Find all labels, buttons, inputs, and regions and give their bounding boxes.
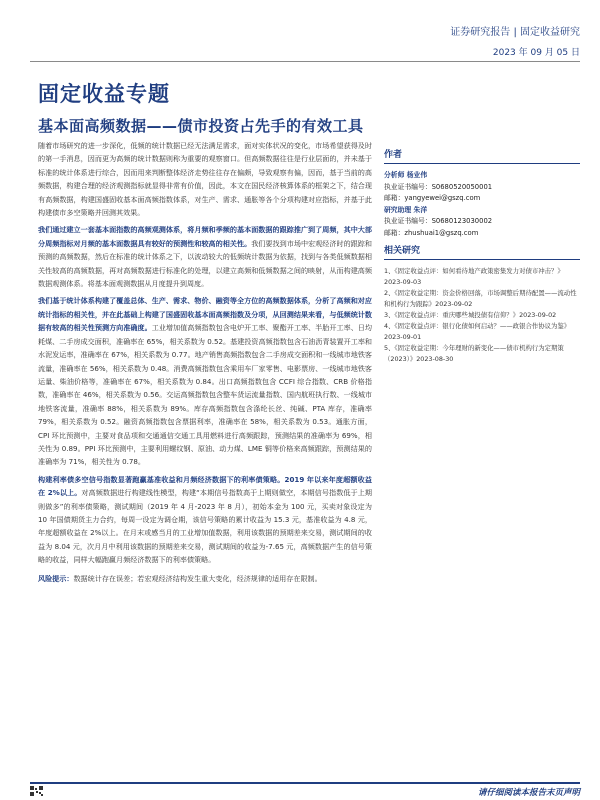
paragraph-method-text: 我们要找到市场中宏观经济时的跟踪和预测的高频数据，然后在标准的统计体系之下，以波动较大的低频统计数据为依据，找到与各类低频数据相关性较高的高频数据，再对高频数据进行标准化的处理，以建立高频和低频数据之间的映射，从而构建高频数据观测体系。将基本面观测数据从月度提升到周度。 [38,238,373,289]
main-body [38,139,372,589]
report-title: 基本面高频数据——债市投资占先手的有效工具 [38,117,364,135]
paragraph-method-highlight: 我们通过建立一套基本面指数的高频观测体系，将月频和季频的基本面数据的跟踪推广到了周频，其中大部分周频指标对月频的基本面数据具有较好的预测性和较高的相关性。 [38,225,372,248]
report-date: 2023 年 09 月 05 日 [492,48,580,58]
paragraph-strategy [38,473,372,567]
paragraph-index [38,294,372,468]
paragraph-strategy-highlight: 构建利率债多空信号指数显著跑赢基准收益和月频经济数据下的利率债策略。2019 年以来年度超额收益在 2%以上。 [38,474,372,498]
paragraph-strategy-text: 对高频数据进行构建线性模型，构建“本期信号指数高于上期则做空，本期信号指数低于上期则做多”的利率债策略，测试期间（2019 年 4 月-2023 年 8 月），初始本金为 100 元，买卖对象设定为 10 年国债期货主力合约，每周一设定为调仓期，该信号策略的累计收益为 15.3 元，基准收益为 4.8 元，年度超额收益在 2%以上。在月末或感当月的工业增加值数据，利用该数据的预期差来交易，测试期间的收益为 8.04 元，次月月中利用该数据的预期差来交易，测试期间的收益为-7.65 元，高频数据产生的信号策略的收益，同样大幅跑赢月频经济数据下的利率债策略。 [38,488,372,565]
related-item[interactable]: 1、《固定收益点评：如何看待地产政策密集发力对债市冲击？》2023-09-03 [384,267,564,286]
related-item[interactable]: 3、《固定收益点评：重庆哪些城投债有信仰？》2023-09-02 [384,311,557,319]
paragraph-method [38,223,372,290]
related-item[interactable]: 4、《固定收益点评：银行化债如何启动？——政银合作协议为鉴》2023-09-01 [384,322,571,341]
paragraph-index-text: 工业增加值高频指数包含电炉开工率、聚酯开工率、半胎开工率、日均耗煤、二手房成交面积，准确率在 65%，相关系数为 0.52。基建投资高频指数包含石油沥青装置开工率和水泥发运率，准确率在 67%，相关系数为 0.77。地产销售高频指数包含二手房成交面积和一线城市地铁客流量，准确率在 56%，相关系数为 0.48。消费高频指数包含乘用车厂家零售、电影票房、一线城市地铁客运量、柴油价格等，准确率在 67%，相关系数为 0.84。出口高频指数包含 CCFI 综合指数、CRB 价格指数，准确率在 46%，相关系数为 0.56。交运高频指数包含整车货运流量指数、国内航班执行数、一线城市地铁客流量，准确率 88%，相关系数为 89%。库存高频指数包含涤纶长丝、纯碱、PTA 库存，准确率 79%，相关系数为 0.52。融资高频指数包含票据利率，准确率在 58%，相关系数为 0.53。通胀方面，CPI 环比预测中，主要对食品项和交通通信交通工具用燃料进行高频跟踪，预测结果的准确率为 69%，相关性为 0.89。PPI 环比预测中，主要利用螺纹钢、原油、动力煤、LME 铜等价格来高频跟踪，预测结果的准确率为 71%，相关性为 0.78。 [38,323,373,467]
risk-label: 风险提示： [38,573,74,583]
related-item[interactable]: 2、《固定收益定期：资金价格回落，市场调整后期待配置——流动性和机构行为跟踪》2023-09-02 [384,289,577,308]
analyst-label: 分析师 杨业伟 [384,171,428,179]
assistant-email[interactable]: 邮箱：zhushuai1@gszq.com [384,228,479,237]
author-heading: 作者 [384,147,580,164]
related-heading: 相关研究 [384,243,580,260]
header-divider [30,61,580,62]
footer-disclaimer: 请仔细阅读本报告末页声明 [477,788,580,798]
paragraph-index-highlight: 我们基于统计体系构建了覆盖总体、生产、需求、物价、融资等全方位的高频数据体系，分析了高频和对应统计指标的相关性，并在此基础上构建了国盛固收基本面高频指数及分项，从回测结果来看，与低频统计数据有较高的相关性预测方向准确度。 [38,296,372,333]
report-series: 固定收益专题 [38,82,170,106]
risk-warning [38,572,372,585]
related-item[interactable]: 5、《固定收益定期：今年理财的新变化——债市机构行为定期策（2023）》2023-08-30 [384,344,564,363]
sidebar [384,147,580,365]
analyst-cert: 执业证书编号：S0680520050001 [384,182,493,191]
analyst-name [384,170,580,182]
qr-code-icon [30,786,43,796]
risk-text: 数据统计存在误差；若宏观经济结构发生重大变化，经济规律的适用存在限制。 [73,573,322,583]
assistant-cert: 执业证书编号：S0680123030002 [384,217,493,225]
analyst-email[interactable]: 邮箱：yangyewei@gszq.com [384,194,481,202]
assistant-name [384,205,580,217]
assistant-label: 研究助理 朱洋 [384,205,428,214]
paragraph-intro: 随着市场研究的进一步深化，低频的统计数据已经无法满足需求，面对实体状况的变化，市场希望获得及时的第一手消息，因而更为高频的统计数据则称为重要的观察窗口。但高频数据往往是行业层面的，并未基于标准的统计体系进行综合，因而用来判断整体经济走势往往存在偏颇，导致观察有偏，因而，基于当前的高频数据，构建合理的经济观测指标就显得非常有价值，因此，本文在国民经济核算体系的框架之下，结合现有高频数据，构建国盛固收基本面高频指数体系，对生产、需求、通胀等各个分项构建对应指标，并基于此构建债市多空策略并回测其效果。 [38,141,372,218]
header-tag: 证券研究报告 | 固定收益研究 [450,27,580,38]
footer-divider [30,782,580,784]
